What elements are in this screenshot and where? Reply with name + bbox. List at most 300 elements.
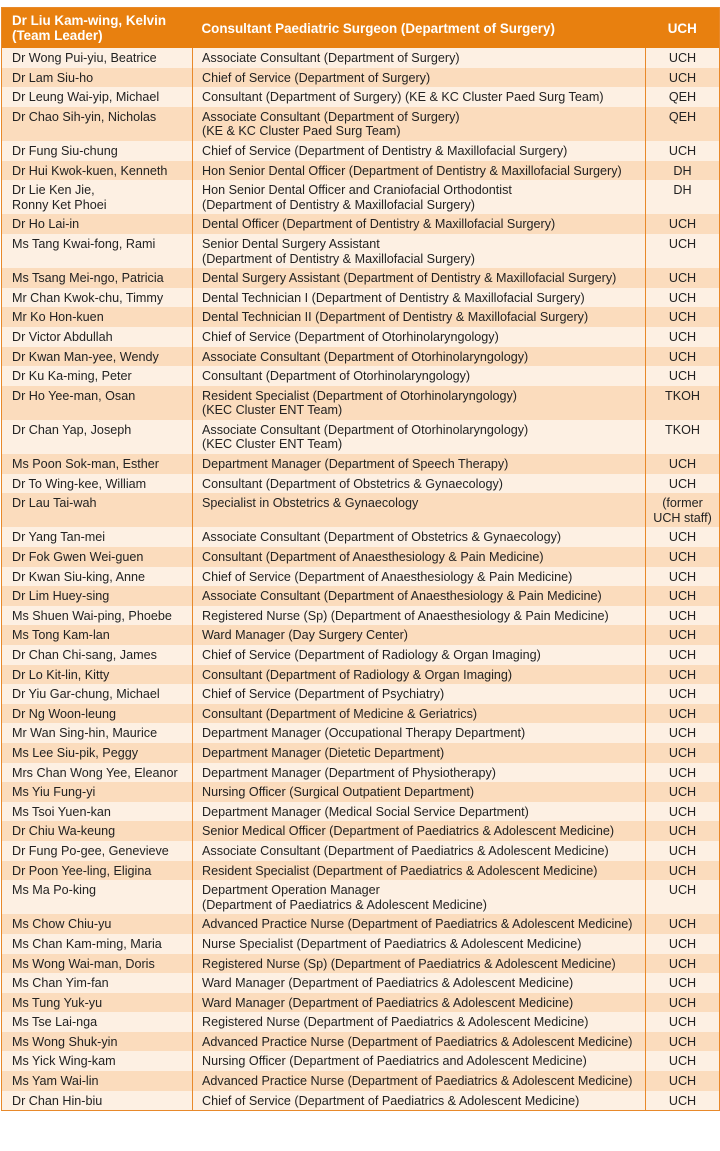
member-name <box>2 743 193 763</box>
member-institution-line: UCH <box>668 550 697 565</box>
member-name-line: Dr Yang Tan-mei <box>12 530 106 545</box>
member-name <box>2 684 193 704</box>
member-institution <box>646 782 720 802</box>
member-institution-line: UCH <box>668 785 697 800</box>
member-institution-line: UCH <box>668 476 697 491</box>
member-name-line: Dr Ho Lai-in <box>12 217 80 232</box>
member-role-line: Advanced Practice Nurse (Department of Paediatrics & Adolescent Medicine) <box>202 917 633 932</box>
member-role <box>193 802 646 822</box>
member-name-line: Ms Tung Yuk-yu <box>12 995 103 1010</box>
team-leader-name <box>2 8 193 49</box>
member-role-line: Resident Specialist (Department of Paediatrics & Adolescent Medicine) <box>202 863 598 878</box>
table-row <box>2 214 720 234</box>
member-institution <box>646 288 720 308</box>
member-name <box>2 665 193 685</box>
member-institution <box>646 993 720 1013</box>
member-role-line: Chief of Service (Department of Surgery) <box>202 70 431 85</box>
member-institution <box>646 743 720 763</box>
member-name <box>2 87 193 107</box>
member-role-line: Advanced Practice Nurse (Department of Paediatrics & Adolescent Medicine) <box>202 1034 633 1049</box>
team-members-table <box>1 7 720 1111</box>
member-name-line: Mr Ko Hon-kuen <box>12 310 104 325</box>
table-row <box>2 665 720 685</box>
table-row <box>2 327 720 347</box>
member-institution <box>646 347 720 367</box>
member-role-line: Department Manager (Dietetic Department) <box>202 745 445 760</box>
table-row <box>2 1012 720 1032</box>
member-name <box>2 180 193 214</box>
member-name <box>2 723 193 743</box>
member-role <box>193 1012 646 1032</box>
member-name-line: Ms Tsang Mei-ngo, Patricia <box>12 271 164 286</box>
member-role-line: Department Manager (Medical Social Service Department) <box>202 804 529 819</box>
member-role <box>193 1032 646 1052</box>
member-institution <box>646 914 720 934</box>
member-institution-line: UCH <box>668 956 697 971</box>
member-role <box>193 954 646 974</box>
member-role-line: (KEC Cluster ENT Team) <box>202 403 343 418</box>
member-role-line: Associate Consultant (Department of Obstetrics & Gynaecology) <box>202 530 562 545</box>
table-row <box>2 107 720 141</box>
member-role <box>193 914 646 934</box>
member-role-line: Chief of Service (Department of Anaesthesiology & Pain Medicine) <box>202 569 573 584</box>
member-role-line: (Department of Dentistry & Maxillofacial Surgery) <box>202 197 475 212</box>
member-role-line: Dental Officer (Department of Dentistry & Maxillofacial Surgery) <box>202 217 556 232</box>
member-name-line: Dr Chan Chi-sang, James <box>12 648 157 662</box>
table-row <box>2 802 720 822</box>
table-row <box>2 288 720 308</box>
member-institution <box>646 1012 720 1032</box>
member-role-line: Chief of Service (Department of Dentistry & Maxillofacial Surgery) <box>202 143 568 158</box>
member-institution <box>646 48 720 68</box>
member-role-line: Nursing Officer (Surgical Outpatient Department) <box>202 785 475 800</box>
member-role-line: Registered Nurse (Sp) (Department of Anaesthesiology & Pain Medicine) <box>202 608 609 623</box>
member-role-line: Chief of Service (Department of Paediatrics & Adolescent Medicine) <box>202 1093 580 1108</box>
member-institution-line: UCH <box>668 51 697 65</box>
member-institution-line: UCH <box>668 706 697 721</box>
member-institution <box>646 802 720 822</box>
member-institution <box>646 161 720 181</box>
member-institution <box>646 107 720 141</box>
member-role <box>193 704 646 724</box>
table-row <box>2 547 720 567</box>
member-role <box>193 665 646 685</box>
member-role <box>193 366 646 386</box>
member-institution-line: UCH <box>668 917 697 932</box>
member-role-line: Chief of Service (Department of Psychiatry) <box>202 687 445 702</box>
table-row <box>2 645 720 665</box>
member-institution <box>646 606 720 626</box>
table-row <box>2 723 720 743</box>
member-name <box>2 973 193 993</box>
member-institution <box>646 934 720 954</box>
member-institution-line: UCH <box>668 824 697 839</box>
member-role <box>193 743 646 763</box>
member-name <box>2 782 193 802</box>
member-name-line: Dr Wong Pui-yiu, Beatrice <box>12 51 157 65</box>
member-role <box>193 493 646 527</box>
member-role <box>193 161 646 181</box>
member-institution <box>646 214 720 234</box>
member-institution <box>646 527 720 547</box>
member-institution <box>646 234 720 268</box>
member-name-line: Dr Kwan Man-yee, Wendy <box>12 349 159 364</box>
member-role <box>193 268 646 288</box>
member-institution <box>646 180 720 214</box>
member-name <box>2 934 193 954</box>
member-name-line: Dr Chan Hin-biu <box>12 1093 103 1108</box>
member-name <box>2 493 193 527</box>
member-name <box>2 586 193 606</box>
table-row <box>2 454 720 474</box>
member-name <box>2 625 193 645</box>
member-role <box>193 547 646 567</box>
member-institution <box>646 474 720 494</box>
member-institution <box>646 307 720 327</box>
table-row <box>2 954 720 974</box>
member-name <box>2 1032 193 1052</box>
member-institution <box>646 454 720 474</box>
member-name-line: Dr Kwan Siu-king, Anne <box>12 569 146 584</box>
table-row <box>2 704 720 724</box>
table-row <box>2 268 720 288</box>
table-row <box>2 1091 720 1111</box>
member-role <box>193 420 646 454</box>
table-row <box>2 141 720 161</box>
table-row <box>2 366 720 386</box>
member-name-line: Dr Lie Ken Jie, <box>12 183 95 198</box>
table-row <box>2 347 720 367</box>
member-institution-line: QEH <box>668 90 697 105</box>
member-name <box>2 107 193 141</box>
member-institution-line: UCH <box>668 608 697 623</box>
member-role-line: Ward Manager (Department of Paediatrics & Adolescent Medicine) <box>202 976 574 991</box>
member-name <box>2 861 193 881</box>
member-name <box>2 704 193 724</box>
table-row <box>2 493 720 527</box>
member-name-line: Dr Fok Gwen Wei-guen <box>12 550 144 565</box>
member-role-line: Nursing Officer (Department of Paediatrics and Adolescent Medicine) <box>202 1054 587 1069</box>
member-institution <box>646 954 720 974</box>
member-name-line: Mrs Chan Wong Yee, Eleanor <box>12 765 178 780</box>
member-institution-line: QEH <box>668 109 697 124</box>
member-name <box>2 1091 193 1111</box>
team-table-container <box>1 7 719 1111</box>
member-role-line: Consultant (Department of Otorhinolaryngology) <box>202 369 471 384</box>
member-institution-line: UCH <box>668 369 697 384</box>
member-role <box>193 993 646 1013</box>
table-row <box>2 934 720 954</box>
member-name <box>2 1051 193 1071</box>
table-row <box>2 743 720 763</box>
table-row <box>2 307 720 327</box>
member-institution-line: UCH <box>668 236 697 251</box>
member-name-line: Dr Lim Huey-sing <box>12 589 110 604</box>
member-institution-line: UCH <box>668 995 697 1010</box>
member-name-line: Ms Yam Wai-lin <box>12 1074 99 1089</box>
table-row <box>2 973 720 993</box>
member-institution <box>646 567 720 587</box>
member-institution-line: UCH <box>668 457 697 472</box>
member-institution-line: UCH <box>668 1054 697 1069</box>
table-row <box>2 606 720 626</box>
member-institution <box>646 704 720 724</box>
member-institution-line: UCH <box>668 687 697 702</box>
member-institution <box>646 386 720 420</box>
member-institution <box>646 723 720 743</box>
member-name <box>2 880 193 914</box>
table-row <box>2 914 720 934</box>
member-role-line: (Department of Paediatrics & Adolescent Medicine) <box>202 897 487 912</box>
member-name <box>2 234 193 268</box>
member-role-line: Hon Senior Dental Officer and Craniofacial Orthodontist <box>202 183 512 198</box>
member-role <box>193 474 646 494</box>
member-role-line: Associate Consultant (Department of Surgery) <box>202 109 460 124</box>
team-leader-role: Consultant Paediatric Surgeon (Department of Surgery) <box>193 8 646 49</box>
member-role-line: Associate Consultant (Department of Anaesthesiology & Pain Medicine) <box>202 589 602 604</box>
member-role-line: (KEC Cluster ENT Team) <box>202 437 343 452</box>
member-name <box>2 606 193 626</box>
member-institution <box>646 880 720 914</box>
member-role <box>193 934 646 954</box>
table-row <box>2 567 720 587</box>
member-institution <box>646 268 720 288</box>
member-institution-line: UCH <box>668 1074 697 1089</box>
member-role-line: Dental Technician I (Department of Dentistry & Maxillofacial Surgery) <box>202 290 585 305</box>
member-name-line: Ms Yick Wing-kam <box>12 1054 116 1069</box>
table-row <box>2 861 720 881</box>
member-role-line: Consultant (Department of Medicine & Geriatrics) <box>202 706 478 721</box>
member-name-line: Mr Wan Sing-hin, Maurice <box>12 726 158 741</box>
member-role-line: Department Manager (Department of Physiotherapy) <box>202 765 496 780</box>
member-name-line: Ms Poon Sok-man, Esther <box>12 457 159 472</box>
member-role-line: (KE & KC Cluster Paed Surg Team) <box>202 124 401 139</box>
member-institution <box>646 420 720 454</box>
member-role-line: Consultant (Department of Surgery) (KE & KC Cluster Paed Surg Team) <box>202 90 604 105</box>
member-institution <box>646 493 720 527</box>
member-role <box>193 606 646 626</box>
member-name <box>2 48 193 68</box>
member-name-line: Dr Fung Po-gee, Genevieve <box>12 843 169 858</box>
member-role-line: Senior Medical Officer (Department of Paediatrics & Adolescent Medicine) <box>202 824 615 839</box>
table-row <box>2 386 720 420</box>
member-institution <box>646 1091 720 1111</box>
member-name <box>2 288 193 308</box>
member-role-line: Registered Nurse (Sp) (Department of Paediatrics & Adolescent Medicine) <box>202 956 616 971</box>
member-role <box>193 180 646 214</box>
table-row <box>2 161 720 181</box>
member-name-line: Ms Tang Kwai-fong, Rami <box>12 236 156 251</box>
member-role <box>193 973 646 993</box>
member-role <box>193 527 646 547</box>
member-role <box>193 782 646 802</box>
table-row <box>2 821 720 841</box>
member-name-line: Dr Chan Yap, Joseph <box>12 422 132 437</box>
member-role-line: Associate Consultant (Department of Paediatrics & Adolescent Medicine) <box>202 843 609 858</box>
member-institution-line: UCH <box>668 648 697 662</box>
member-name <box>2 763 193 783</box>
member-name <box>2 841 193 861</box>
member-role-line: Nurse Specialist (Department of Paediatrics & Adolescent Medicine) <box>202 936 582 951</box>
member-role <box>193 763 646 783</box>
table-row <box>2 1051 720 1071</box>
member-name <box>2 914 193 934</box>
member-name-line: Dr Leung Wai-yip, Michael <box>12 90 160 105</box>
member-institution-line: UCH <box>668 936 697 951</box>
member-institution-line: UCH <box>668 745 697 760</box>
member-name <box>2 1071 193 1091</box>
member-name <box>2 993 193 1013</box>
member-role-line: Ward Manager (Day Surgery Center) <box>202 628 409 643</box>
table-row <box>2 763 720 783</box>
member-role-line: Department Manager (Department of Speech Therapy) <box>202 457 509 472</box>
member-role <box>193 586 646 606</box>
member-role-line: Consultant (Department of Obstetrics & Gynaecology) <box>202 476 503 491</box>
member-role-line: Senior Dental Surgery Assistant <box>202 236 380 251</box>
member-role-line: Consultant (Department of Radiology & Organ Imaging) <box>202 667 513 682</box>
member-role <box>193 684 646 704</box>
member-name <box>2 327 193 347</box>
member-role <box>193 214 646 234</box>
table-row <box>2 841 720 861</box>
member-institution <box>646 141 720 161</box>
team-leader-header-row <box>2 8 720 49</box>
member-name <box>2 141 193 161</box>
member-institution-line: UCH <box>668 863 697 878</box>
member-name <box>2 802 193 822</box>
member-name-line: Ms Tsoi Yuen-kan <box>12 804 111 819</box>
table-row <box>2 1032 720 1052</box>
member-role <box>193 1091 646 1111</box>
member-role <box>193 723 646 743</box>
member-name-line: Dr Lo Kit-lin, Kitty <box>12 667 110 682</box>
member-role-line: Consultant (Department of Anaesthesiology & Pain Medicine) <box>202 550 544 565</box>
member-institution <box>646 586 720 606</box>
member-role <box>193 821 646 841</box>
member-name-line: Ms Tse Lai-nga <box>12 1015 98 1030</box>
member-name-line: Dr Poon Yee-ling, Eligina <box>12 863 152 878</box>
member-role-line: Associate Consultant (Department of Otorhinolaryngology) <box>202 422 529 437</box>
member-institution-line: UCH <box>668 804 697 819</box>
table-row <box>2 625 720 645</box>
member-name-line: Ms Chow Chiu-yu <box>12 917 112 932</box>
member-name <box>2 161 193 181</box>
member-institution-line: UCH <box>668 726 697 741</box>
member-role <box>193 48 646 68</box>
member-name-line: Ms Chan Yim-fan <box>12 976 109 991</box>
member-institution-line: UCH <box>668 589 697 604</box>
member-institution <box>646 665 720 685</box>
member-role <box>193 107 646 141</box>
member-name <box>2 454 193 474</box>
member-role-line: Dental Surgery Assistant (Department of Dentistry & Maxillofacial Surgery) <box>202 271 617 286</box>
member-name-line: Dr Ng Woon-leung <box>12 706 117 721</box>
table-row <box>2 880 720 914</box>
member-institution <box>646 1032 720 1052</box>
member-role <box>193 307 646 327</box>
member-institution-line: DH <box>673 183 692 198</box>
member-institution-line: DH <box>673 163 692 178</box>
member-role <box>193 234 646 268</box>
table-row <box>2 782 720 802</box>
member-institution <box>646 68 720 88</box>
member-name-line: Dr Chiu Wa-keung <box>12 824 116 839</box>
member-name <box>2 68 193 88</box>
table-row <box>2 420 720 454</box>
member-role <box>193 454 646 474</box>
member-name <box>2 366 193 386</box>
table-row <box>2 48 720 68</box>
team-leader-name-line: Dr Liu Kam-wing, Kelvin <box>12 13 167 28</box>
member-role-line: Resident Specialist (Department of Otorhinolaryngology) <box>202 388 517 403</box>
member-institution-line: UCH <box>668 883 697 898</box>
member-role-line: Specialist in Obstetrics & Gynaecology <box>202 496 419 511</box>
member-institution <box>646 625 720 645</box>
table-row <box>2 68 720 88</box>
member-role-line: (Department of Dentistry & Maxillofacial Surgery) <box>202 251 475 266</box>
member-name-line: Ms Shuen Wai-ping, Phoebe <box>12 608 172 623</box>
table-row <box>2 180 720 214</box>
member-name <box>2 645 193 665</box>
member-name-line: Dr Ku Ka-ming, Peter <box>12 369 132 384</box>
member-institution-line: TKOH <box>665 388 700 403</box>
table-row <box>2 474 720 494</box>
member-institution-line: UCH <box>668 530 697 545</box>
member-name <box>2 386 193 420</box>
member-role-line: Department Manager (Occupational Therapy Department) <box>202 726 526 741</box>
member-name <box>2 307 193 327</box>
member-name-line: Ms Chan Kam-ming, Maria <box>12 936 162 951</box>
member-institution <box>646 861 720 881</box>
member-name-line: Dr Yiu Gar-chung, Michael <box>12 687 160 702</box>
table-row <box>2 527 720 547</box>
member-role <box>193 1071 646 1091</box>
member-institution <box>646 87 720 107</box>
member-role-line: Department Operation Manager <box>202 883 380 898</box>
member-role <box>193 87 646 107</box>
member-name <box>2 1012 193 1032</box>
member-institution <box>646 821 720 841</box>
table-row <box>2 1071 720 1091</box>
member-role-line: Associate Consultant (Department of Surgery) <box>202 51 460 65</box>
member-role-line: Advanced Practice Nurse (Department of Paediatrics & Adolescent Medicine) <box>202 1074 633 1089</box>
member-name <box>2 420 193 454</box>
member-name <box>2 567 193 587</box>
member-role-line: Dental Technician II (Department of Dentistry & Maxillofacial Surgery) <box>202 310 589 325</box>
member-role-line: Chief of Service (Department of Radiology & Organ Imaging) <box>202 648 541 662</box>
member-name-line: Ms Wong Shuk-yin <box>12 1034 118 1049</box>
member-role <box>193 386 646 420</box>
member-institution-line: UCH <box>668 271 697 286</box>
member-name-line: Ms Ma Po-king <box>12 883 96 898</box>
member-institution <box>646 327 720 347</box>
member-institution <box>646 763 720 783</box>
member-role <box>193 861 646 881</box>
member-role <box>193 880 646 914</box>
member-institution-line: UCH <box>668 667 697 682</box>
member-institution-line: UCH <box>668 1093 697 1108</box>
member-institution <box>646 684 720 704</box>
member-name <box>2 527 193 547</box>
table-row <box>2 993 720 1013</box>
member-institution-line: UCH <box>668 290 697 305</box>
member-name-line: Ms Tong Kam-lan <box>12 628 110 643</box>
member-role <box>193 625 646 645</box>
member-role <box>193 327 646 347</box>
member-name-line: Dr Chao Sih-yin, Nicholas <box>12 109 157 124</box>
member-institution-line: UCH <box>668 569 697 584</box>
member-institution-line: UCH <box>668 310 697 325</box>
